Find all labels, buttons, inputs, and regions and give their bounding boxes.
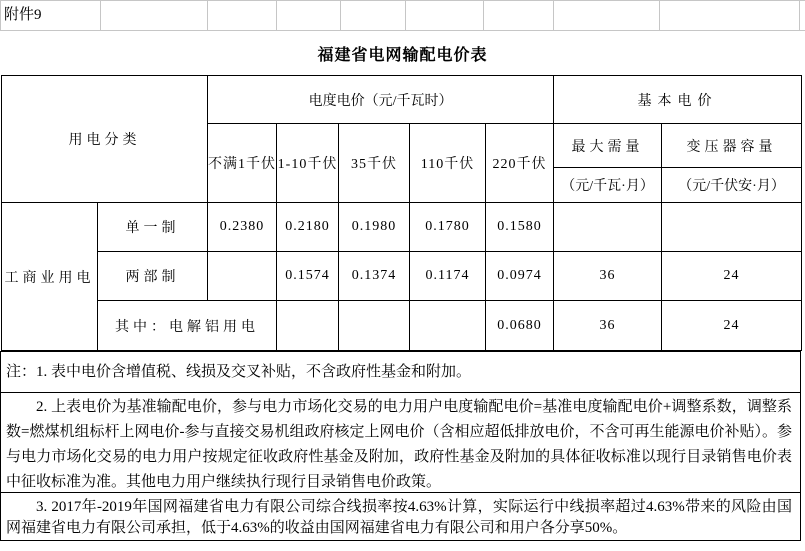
- max-demand-cell: 36: [554, 252, 662, 301]
- grid-cell: [341, 1, 406, 30]
- grid-cell: [208, 1, 277, 30]
- grid-cell: [554, 1, 660, 30]
- header-basic-price-group: 基本电价: [554, 76, 802, 124]
- header-energy-price-group: 电度电价（元/千瓦时）: [208, 76, 554, 124]
- price-cell: 0.2380: [208, 203, 277, 252]
- header-voltage-1-10kv: 1-10千伏: [277, 124, 339, 203]
- header-transformer-capacity: 变压器容量: [662, 124, 802, 168]
- price-cell: 0.1780: [410, 203, 486, 252]
- price-cell: 0.1174: [410, 252, 486, 301]
- cell-subcategory-electrolytic-aluminum: 其中：电解铝用电: [98, 301, 277, 351]
- header-usage-category: 用电分类: [2, 76, 208, 203]
- max-demand-cell: 36: [554, 301, 662, 351]
- header-voltage-35kv: 35千伏: [339, 124, 410, 203]
- note-1-text: 注：1. 表中电价含增值税、线损及交叉补贴，不含政府性基金和附加。: [6, 364, 472, 380]
- cell-subcategory-single-rate: 单一制: [98, 203, 208, 252]
- table-row-two-part: [2, 252, 802, 301]
- price-cell: [339, 301, 410, 351]
- title-row: [0, 31, 805, 75]
- header-voltage-110kv: 110千伏: [410, 124, 486, 203]
- header-row-groups: [2, 76, 802, 124]
- top-gridline-row: [0, 0, 805, 31]
- price-cell: 0.1374: [339, 252, 410, 301]
- note-box-1: [0, 351, 801, 393]
- price-cell: [277, 301, 339, 351]
- cell-subcategory-two-part: 两部制: [98, 252, 208, 301]
- note-box-3: [0, 492, 801, 541]
- grid-cell: [101, 1, 208, 30]
- header-voltage-lt1kv: 不满1千伏: [208, 124, 277, 203]
- price-cell: [208, 252, 277, 301]
- price-cell: 0.2180: [277, 203, 339, 252]
- header-voltage-220kv: 220千伏: [486, 124, 554, 203]
- grid-cell: [484, 1, 554, 30]
- price-cell: [410, 301, 486, 351]
- note-3-text: 3. 2017年-2019年国网福建省电力有限公司综合线损率按4.63%计算，实际运行中线损率超过4.63%带来的风险由国网福建省电力有限公司承担，低于4.63%的收益由国网福建省电力有限公司和用户各分享50%。: [6, 499, 792, 536]
- note-2-text: 2. 上表电价为基准输配电价，参与电力市场化交易的电力用户电度输配电价=基准电度输配电价+调整系数，调整系数=燃煤机组标杆上网电价-参与直接交易机组政府核定上网电价（含相应超低排放电价，不含可再生能源电价补贴）。参与电力市场化交易的电力用户按规定征收政府性基金及附加，政府性基金及附加的具体征收标准以现行目录销售电价表中征收标准为准。其他电力用户继续执行现行目录销售电价政策。: [6, 399, 792, 490]
- transformer-cell: 24: [662, 301, 802, 351]
- grid-cell: [800, 1, 805, 30]
- grid-cell: [660, 1, 800, 30]
- price-cell: 0.1574: [277, 252, 339, 301]
- transformer-cell: 24: [662, 252, 802, 301]
- grid-cell: [406, 1, 485, 30]
- transformer-cell: [662, 203, 802, 252]
- grid-cell: [277, 1, 341, 30]
- max-demand-cell: [554, 203, 662, 252]
- header-max-demand: 最大需量: [554, 124, 662, 168]
- page-title: 福建省电网输配电价表: [317, 46, 488, 64]
- table-row-single-rate: [2, 203, 802, 252]
- cell-category-industrial-commercial: 工商业用电: [2, 203, 98, 351]
- notes-section: [0, 351, 801, 541]
- price-cell: 0.0974: [486, 252, 554, 301]
- header-transformer-unit: （元/千伏安·月）: [662, 168, 802, 203]
- price-table: [1, 75, 802, 351]
- note-box-2: [0, 392, 801, 493]
- price-cell: 0.1580: [486, 203, 554, 252]
- price-cell: 0.0680: [486, 301, 554, 351]
- price-cell: 0.1980: [339, 203, 410, 252]
- header-max-demand-unit: （元/千瓦·月）: [554, 168, 662, 203]
- attachment-label: 附件9: [1, 1, 101, 30]
- table-row-electrolytic-aluminum: [2, 301, 802, 351]
